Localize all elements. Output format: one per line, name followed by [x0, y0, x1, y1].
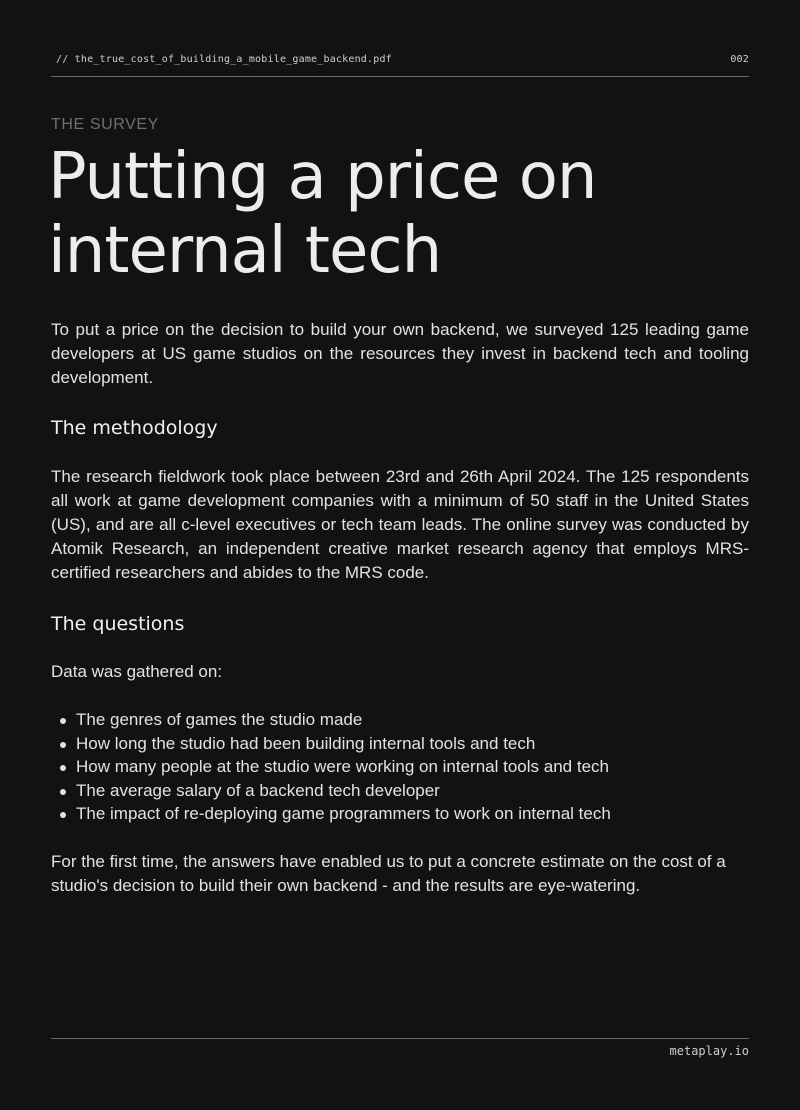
section-eyebrow: THE SURVEY: [51, 116, 159, 133]
list-item: [51, 708, 749, 732]
bullet-icon: [60, 718, 66, 724]
document-filename: // the_true_cost_of_building_a_mobile_game_backend.pdf: [56, 54, 392, 65]
list-item-text: The impact of re-deploying game programmers to work on internal tech: [76, 804, 611, 824]
bullet-icon: [60, 742, 66, 748]
questions-list: [51, 708, 749, 826]
page-header: [51, 54, 749, 74]
methodology-heading: The methodology: [51, 417, 218, 439]
page-number: 002: [730, 54, 749, 65]
header-divider: [51, 76, 749, 77]
body-content: [51, 318, 749, 898]
bullet-icon: [60, 765, 66, 771]
list-item-text: The average salary of a backend tech developer: [76, 780, 440, 800]
conclusion-paragraph: For the first time, the answers have enabled us to put a concrete estimate on the cost of a studio's decision to build their own backend - and the results are eye-watering.: [51, 851, 726, 895]
methodology-paragraph: The research fieldwork took place between 23rd and 26th April 2024. The 125 respondents all work at game development companies with a minimum of 50 staff in the United States (US), and are all c-level executives or tech team leads. The online survey was conducted by Atomik Research, an independent creative market research agency that employs MRS-certified researchers and abides to the MRS code.: [51, 467, 749, 582]
list-item-text: How long the studio had been building internal tools and tech: [76, 733, 536, 753]
page-title-line-1: Putting a price on: [48, 140, 597, 214]
list-item: [51, 755, 749, 779]
page-title-line-2: internal tech: [48, 214, 442, 288]
page-title: [48, 140, 749, 288]
footer-divider: [51, 1038, 749, 1039]
footer-site-link[interactable]: metaplay.io: [669, 1044, 749, 1058]
document-page: [48, 0, 749, 1110]
questions-intro: Data was gathered on:: [51, 662, 223, 681]
list-item-text: How many people at the studio were working on internal tools and tech: [76, 757, 609, 777]
bullet-icon: [60, 789, 66, 795]
list-item: [51, 779, 749, 803]
bullet-icon: [60, 812, 66, 818]
intro-paragraph: To put a price on the decision to build your own backend, we surveyed 125 leading game developers at US game studios on the resources they invest in backend tech and tooling development.: [51, 320, 749, 387]
list-item-text: The genres of games the studio made: [76, 710, 363, 729]
list-item: [51, 732, 749, 756]
questions-heading: The questions: [51, 613, 185, 635]
list-item: [51, 802, 749, 826]
